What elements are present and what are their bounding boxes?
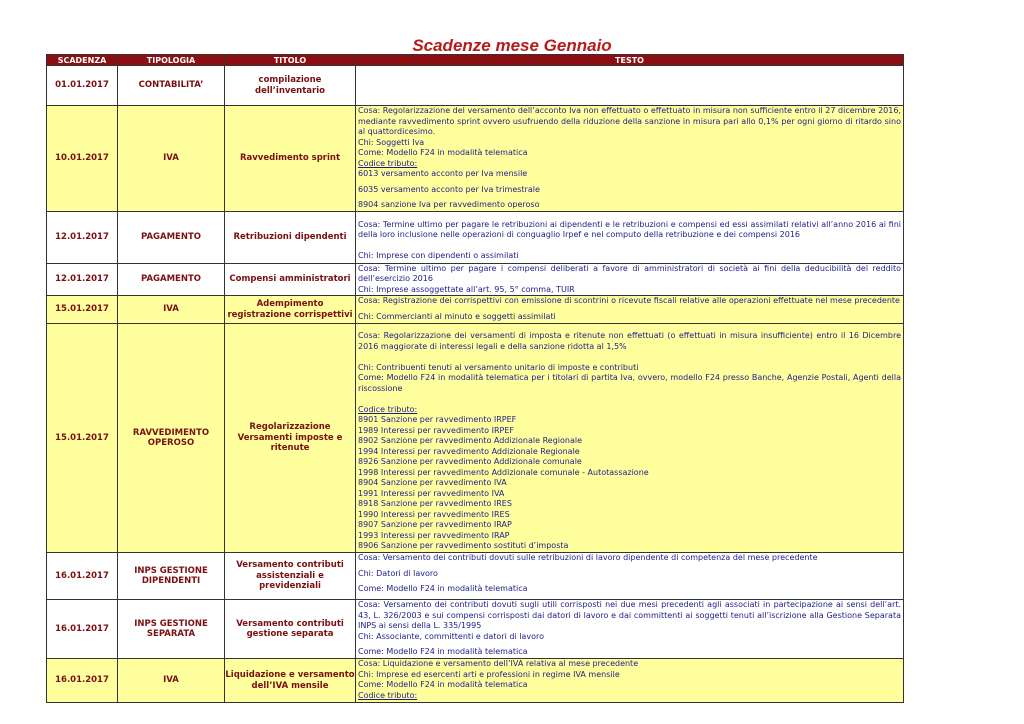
table-row (47, 296, 904, 324)
text-line: Chi: Soggetti Iva (358, 137, 425, 147)
text-line: 6013 versamento acconto per Iva mensile (358, 169, 528, 178)
text-line: Cosa: Versamento dei contributi dovuti sugli utili corrisposti nei due mesi precedenti agli associati in partecipazione ai sensi dell’art. 43, L. 326/2003 e sui compensi corrisposti dai datori di lavoro e dai committenti ai soggetti tenuti all’iscrizione alla Gestione Separata INPS ai sensi della L. 335/1995 (358, 600, 901, 630)
header-tipologia: TIPOLOGIA (118, 55, 225, 66)
text-line: 6035 versamento acconto per Iva trimestrale (358, 184, 540, 194)
header-testo: TESTO (356, 55, 904, 66)
table-header-row (47, 55, 904, 66)
text-line: 1993 Interessi per ravvedimento IRAP (358, 530, 510, 540)
text-line: Codice tributo: (358, 404, 418, 414)
row-date: 16.01.2017 (47, 553, 118, 600)
text-line: Come: Modello F24 in modalità telematica (358, 148, 528, 157)
text-line: Chi: Imprese ed esercenti arti e professioni in regime IVA mensile (358, 669, 620, 679)
table-row (47, 211, 904, 263)
table-row (47, 324, 904, 553)
header-titolo: TITOLO (225, 55, 356, 66)
text-line: Chi: Associante, committenti e datori di lavoro (358, 631, 544, 641)
text-line: 8904 Sanzione per ravvedimento IVA (358, 478, 507, 487)
row-date: 12.01.2017 (47, 211, 118, 263)
table-row (47, 263, 904, 296)
text-line: 8926 Sanzione per ravvedimento Addizionale comunale (358, 457, 582, 466)
text-line: Cosa: Versamento dei contributi dovuti sulle retribuzioni di lavoro dipendente di competenza del mese precedente (358, 553, 818, 562)
row-date: 10.01.2017 (47, 106, 118, 212)
text-line: 1989 Interessi per ravvedimento IRPEF (358, 425, 514, 435)
text-line: Cosa: Registrazione dei corrispettivi con emissione di scontrini o ricevute fiscali relative alle operazioni effettuate nel mese precedente (358, 296, 900, 305)
row-type: IVA (118, 659, 225, 703)
row-text (356, 296, 904, 324)
text-line: Chi: Datori di lavoro (358, 568, 438, 578)
row-date: 16.01.2017 (47, 600, 118, 659)
row-type: CONTABILITA’ (118, 66, 225, 106)
text-line: Come: Modello F24 in modalità telematica (358, 647, 528, 656)
text-line: Cosa: Termine ultimo per pagare le retribuzioni ai dipendenti e le retribuzioni e compensi ed essi assimilati relativi all’anno 2016 ai fini della loro inclusione nelle operazioni di conguaglio Irpef e nel computo della retribuzione e dei compensi 2016 (358, 219, 901, 239)
row-title: Compensi amministratori (225, 263, 356, 296)
row-text (356, 66, 904, 106)
text-line: 8918 Sanzione per ravvedimento IRES (358, 499, 512, 508)
table-row (47, 553, 904, 600)
row-date: 15.01.2017 (47, 296, 118, 324)
row-date: 01.01.2017 (47, 66, 118, 106)
text-line: 8901 Sanzione per ravvedimento IRPEF (358, 415, 517, 424)
table-row (47, 66, 904, 106)
row-text (356, 553, 904, 600)
table-row (47, 600, 904, 659)
text-line: Come: Modello F24 in modalità telematica (358, 680, 528, 689)
text-line: 8904 sanzione Iva per ravvedimento operoso (358, 200, 540, 209)
row-title: Adempimento registrazione corrispettivi (225, 296, 356, 324)
row-date: 12.01.2017 (47, 263, 118, 296)
row-title: Versamento contributi gestione separata (225, 600, 356, 659)
row-title: compilazione dell’inventario (225, 66, 356, 106)
row-type: RAVVEDIMENTO OPEROSO (118, 324, 225, 553)
text-line: Come: Modello F24 in modalità telematica (358, 584, 528, 593)
deadlines-table (46, 54, 904, 703)
row-date: 15.01.2017 (47, 324, 118, 553)
row-title: Retribuzioni dipendenti (225, 211, 356, 263)
text-line: 1994 Interessi per ravvedimento Addizionale Regionale (358, 446, 580, 456)
row-title: Ravvedimento sprint (225, 106, 356, 212)
text-line: Codice tributo: (358, 690, 418, 700)
page-title: Scadenze mese Gennaio (412, 36, 612, 55)
row-type: PAGAMENTO (118, 211, 225, 263)
text-line: 1990 Interessi per ravvedimento IRES (358, 509, 510, 519)
row-text (356, 659, 904, 703)
text-line: Chi: Contribuenti tenuti al versamento unitario di imposte e contributi (358, 362, 639, 372)
row-type: INPS GESTIONE SEPARATA (118, 600, 225, 659)
text-line: Cosa: Regolarizzazione del versamento dell’acconto Iva non effettuato o effettuato in misura non sufficiente entro il 27 dicembre 2016, mediante ravvedimento sprint ovvero usufruendo della riduzione della sanzione in misura pari allo 0,1% per ogni giorno di ritardo sino al quattordicesimo. (358, 106, 901, 136)
text-line: 8906 Sanzione per ravvedimento sostituti d’imposta (358, 541, 569, 550)
text-line: Come: Modello F24 in modalità telematica per i titolari di partita Iva, ovvero, modello F24 presso Banche, Agenzie Postali, Agenti della riscossione (358, 373, 901, 393)
text-line: Cosa: Liquidazione e versamento dell’IVA relativa al mese precedente (358, 659, 639, 668)
row-text (356, 263, 904, 296)
text-line: 1991 Interessi per ravvedimento IVA (358, 488, 505, 498)
text-line: 1998 Interessi per ravvedimento Addizionale comunale - Autotassazione (358, 467, 649, 477)
header-scadenza: SCADENZA (47, 55, 118, 66)
row-title: Versamento contributi assistenziali e previdenziali (225, 553, 356, 600)
row-date: 16.01.2017 (47, 659, 118, 703)
row-text (356, 600, 904, 659)
row-text (356, 211, 904, 263)
text-line: Codice tributo: (358, 158, 418, 168)
text-line: Chi: Imprese assoggettate all’art. 95, 5° comma, TUIR (358, 284, 575, 294)
text-line: 8907 Sanzione per ravvedimento IRAP (358, 520, 512, 529)
text-line: 8902 Sanzione per ravvedimento Addizionale Regionale (358, 436, 582, 445)
row-text (356, 106, 904, 212)
text-line: Chi: Imprese con dipendenti o assimilati (358, 251, 519, 260)
text-line: Cosa: Termine ultimo per pagare i compensi deliberati a favore di amministratori di società ai fini della deducibilità del reddito dell’esercizio 2016 (358, 263, 901, 283)
row-type: INPS GESTIONE DIPENDENTI (118, 553, 225, 600)
row-title: Regolarizzazione Versamenti imposte e ritenute (225, 324, 356, 553)
text-line: Chi: Commercianti al minuto e soggetti assimilati (358, 311, 556, 321)
text-line: Cosa: Regolarizzazione dei versamenti di imposta e ritenute non effettuati (o effettuati in misura insufficiente) entro il 16 Dicembre 2016 maggiorate di interessi legali e della sanzione ridotta al 1,5% (358, 331, 901, 351)
table-row (47, 659, 904, 703)
row-type: IVA (118, 296, 225, 324)
row-title: Liquidazione e versamento dell’IVA mensile (225, 659, 356, 703)
table-row (47, 106, 904, 212)
row-type: IVA (118, 106, 225, 212)
row-type: PAGAMENTO (118, 263, 225, 296)
row-text (356, 324, 904, 553)
